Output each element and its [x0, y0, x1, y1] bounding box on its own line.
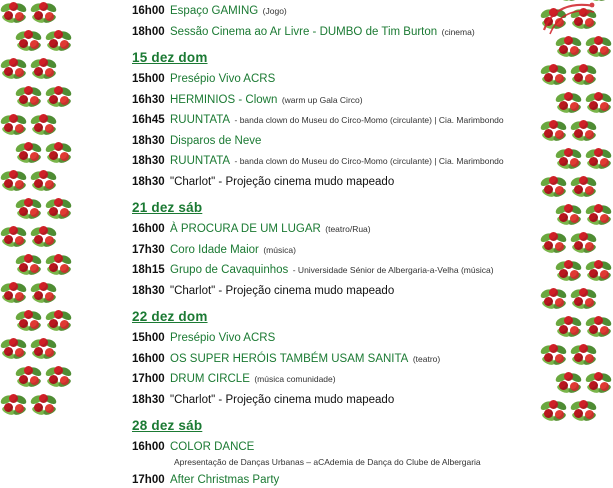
holly-berry-motif [585, 90, 613, 118]
event-time: 16h00 [132, 223, 165, 236]
schedule-event [132, 130, 552, 150]
holly-berry-motif [555, 370, 583, 398]
day-header: 22 dez dom [132, 309, 208, 325]
holly-berry-motif [45, 140, 73, 168]
schedule-event [132, 436, 552, 456]
schedule-event [132, 0, 552, 20]
schedule-event [132, 218, 552, 238]
event-title: Espaço GAMING [170, 5, 259, 17]
schedule-event [132, 327, 552, 347]
event-note: (música comunidade) [254, 374, 336, 385]
holly-berry-motif [555, 314, 583, 342]
holly-berry-motif [15, 28, 43, 56]
event-time: 17h00 [132, 473, 165, 486]
schedule-event [132, 389, 552, 409]
holly-berry-motif [555, 258, 583, 286]
holly-berry-motif [555, 202, 583, 230]
schedule-event [132, 171, 552, 191]
event-title: Sessão Cinema ao Ar Livre - DUMBO de Tim Burton [170, 25, 438, 38]
event-title: Presépio Vivo ACRS [170, 73, 276, 86]
holly-berry-motif [30, 56, 58, 84]
holly-berry-motif [45, 28, 73, 56]
event-time: 18h00 [132, 25, 165, 38]
holly-berry-motif [0, 168, 28, 196]
event-time: 16h45 [132, 114, 165, 127]
event-title: Coro Idade Maior [170, 243, 259, 256]
holly-berry-motif [45, 84, 73, 112]
holly-berry-motif [0, 280, 28, 308]
decorative-border-left [0, 0, 60, 400]
holly-berry-motif [0, 392, 28, 420]
holly-berry-motif [570, 398, 598, 426]
holly-berry-motif [30, 0, 58, 28]
event-note: (teatro/Rua) [325, 224, 371, 235]
holly-berry-motif [585, 202, 613, 230]
event-time: 18h15 [132, 264, 165, 277]
holly-berry-motif [585, 258, 613, 286]
holly-berry-motif [0, 336, 28, 364]
schedule-content [132, 0, 552, 486]
schedule-event [132, 89, 552, 109]
event-time: 16h30 [132, 93, 165, 106]
holly-berry-motif [585, 370, 613, 398]
holly-berry-motif [45, 364, 73, 392]
holly-berry-motif [570, 118, 598, 146]
event-title: Disparos de Neve [170, 134, 262, 147]
event-time: 18h30 [132, 155, 165, 168]
event-time: 16h00 [132, 352, 165, 365]
holly-berry-motif [15, 308, 43, 336]
event-title: RUUNTATA [170, 114, 231, 127]
schedule-event [132, 21, 552, 41]
event-time: 15h00 [132, 73, 165, 86]
holly-berry-motif [570, 286, 598, 314]
event-title: After Christmas Party [170, 473, 280, 486]
event-note: - banda clown do Museu do Circo-Momo (circulante) | Cia. Marimbondo [234, 156, 504, 167]
holly-berry-motif [45, 252, 73, 280]
holly-berry-motif [15, 364, 43, 392]
schedule-event [132, 68, 552, 88]
holly-berry-motif [45, 308, 73, 336]
event-time: 18h30 [132, 175, 165, 188]
event-time: 18h30 [132, 284, 165, 297]
event-time: 18h30 [132, 134, 165, 147]
holly-berry-motif [30, 112, 58, 140]
event-title: "Charlot" - Projeção cinema mudo mapeado [170, 393, 395, 406]
schedule-event [132, 109, 552, 129]
event-note: (cinema) [441, 26, 475, 37]
event-note: (Jogo) [262, 6, 287, 16]
event-title: Presépio Vivo ACRS [170, 332, 276, 345]
event-title: RUUNTATA [170, 155, 231, 168]
holly-berry-motif [45, 196, 73, 224]
event-title: À PROCURA DE UM LUGAR [170, 223, 321, 236]
holly-berry-motif [555, 34, 583, 62]
schedule-event [132, 348, 552, 368]
event-note: (warm up Gala Circo) [281, 94, 363, 105]
event-subline: Apresentação de Danças Urbanas – aCAdemia de Dança do Clube de Albergaria [174, 456, 481, 467]
schedule-event [132, 469, 552, 488]
holly-berry-motif [570, 342, 598, 370]
holly-berry-motif [30, 392, 58, 420]
holly-berry-motif [30, 336, 58, 364]
day-header: 21 dez sáb [132, 200, 203, 216]
holly-berry-motif [15, 252, 43, 280]
event-time: 15h00 [132, 332, 165, 345]
event-title: "Charlot" - Projeção cinema mudo mapeado [170, 284, 395, 297]
holly-berry-motif [0, 56, 28, 84]
event-note: - banda clown do Museu do Circo-Momo (circulante) | Cia. Marimbondo [234, 115, 504, 126]
schedule-event [132, 368, 552, 388]
holly-berry-motif [555, 90, 583, 118]
schedule-event [132, 259, 552, 279]
event-time: 16h00 [132, 441, 165, 454]
holly-berry-motif [0, 0, 28, 28]
event-title: "Charlot" - Projeção cinema mudo mapeado [170, 175, 395, 188]
schedule-event [132, 280, 552, 300]
schedule-event [132, 239, 552, 259]
holly-berry-motif [585, 314, 613, 342]
holly-berry-motif [585, 34, 613, 62]
holly-berry-motif [15, 140, 43, 168]
holly-berry-motif [0, 112, 28, 140]
event-time: 17h30 [132, 243, 165, 256]
holly-berry-motif [570, 174, 598, 202]
event-title: OS SUPER HERÓIS TAMBÉM USAM SANITA [170, 352, 409, 365]
holly-berry-motif [15, 196, 43, 224]
event-title: Grupo de Cavaquinhos [170, 264, 289, 277]
event-title: DRUM CIRCLE [170, 373, 250, 386]
holly-berry-motif [30, 168, 58, 196]
schedule-event [132, 150, 552, 170]
holly-berry-motif [585, 146, 613, 174]
day-header: 28 dez sáb [132, 418, 203, 434]
event-title: HERMINIOS - Clown [170, 93, 278, 106]
day-header: 15 dez dom [132, 50, 208, 66]
event-title: COLOR DANCE [170, 441, 255, 454]
holly-berry-motif [30, 280, 58, 308]
event-time: 18h30 [132, 393, 165, 406]
holly-berry-motif [15, 84, 43, 112]
event-note: (música) [263, 244, 296, 255]
holly-berry-motif [570, 62, 598, 90]
event-note: - Universidade Sénior de Albergaria-a-Velha (música) [292, 265, 494, 276]
event-note: (teatro) [412, 353, 441, 364]
event-time: 17h00 [132, 373, 165, 386]
holly-berry-motif [570, 230, 598, 258]
holly-berry-motif [555, 146, 583, 174]
holly-berry-motif [30, 224, 58, 252]
holly-berry-motif [0, 224, 28, 252]
event-time: 16h00 [132, 5, 165, 17]
